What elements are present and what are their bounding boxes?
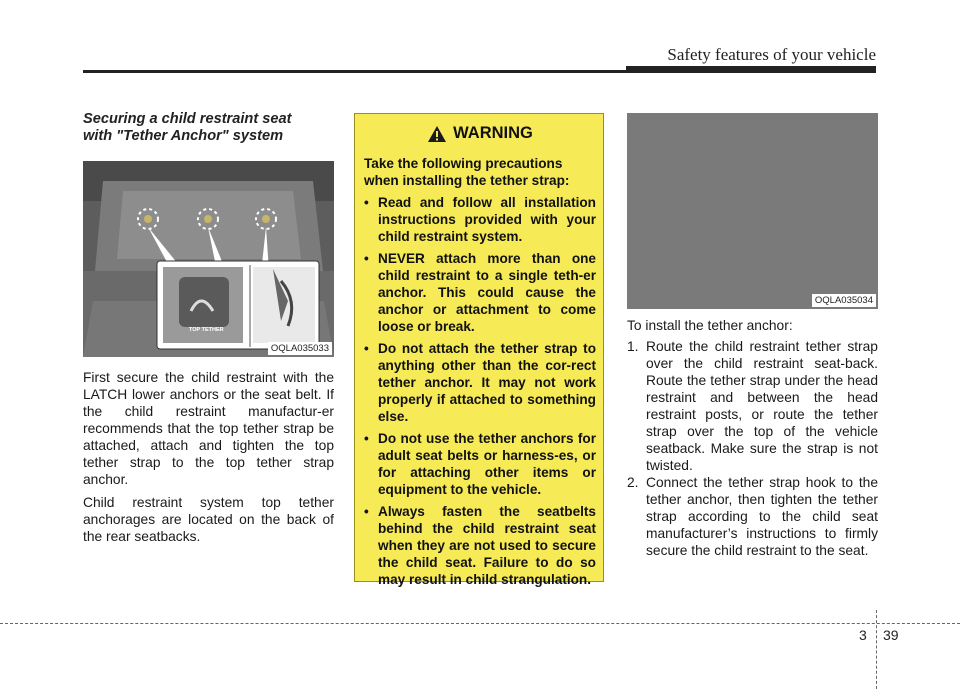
section-title-line1: Securing a child restraint seat bbox=[83, 111, 292, 127]
step-number: 1. bbox=[627, 339, 639, 354]
warning-triangle-icon bbox=[427, 125, 447, 143]
warning-item bbox=[364, 503, 596, 588]
warning-item bbox=[364, 340, 596, 425]
photo-caption: OQLA035033 bbox=[268, 342, 332, 355]
warning-title: WARNING bbox=[453, 124, 533, 142]
anchor-location-paragraph: Child restraint system top tether anchorages are located on the back of the rear seatbacks. bbox=[83, 495, 334, 544]
step-text: Connect the tether strap hook to the tether anchor, then tighten the tether strap according to the child seat manufacturer’s instructions to firmly secure the child restraint to the seat. bbox=[646, 475, 878, 558]
warning-item-text: Always fasten the seatbelts behind the child restraint seat when they are not used to secure the child seat. Failure to do so may result in child strangulation. bbox=[378, 504, 596, 587]
warning-header bbox=[364, 124, 596, 143]
header-rule bbox=[83, 70, 876, 73]
section-title bbox=[83, 111, 334, 145]
step-number: 2. bbox=[627, 475, 639, 490]
warning-item-text: Do not use the tether anchors for adult seat belts or harness-es, or for attaching other items or equipment to the vehicle. bbox=[378, 431, 596, 497]
footer-divider bbox=[876, 610, 877, 689]
warning-item bbox=[364, 194, 596, 245]
page-number: 39 bbox=[883, 627, 899, 643]
install-steps bbox=[627, 338, 878, 559]
warning-item-text: NEVER attach more than one child restraint to a single teth-er anchor. This could cause the anchor or attachment to come loose or break. bbox=[378, 251, 596, 334]
tether-install-photo bbox=[627, 113, 878, 309]
install-step bbox=[627, 338, 878, 474]
right-column bbox=[627, 113, 878, 559]
bullet: • bbox=[364, 251, 369, 266]
warning-item bbox=[364, 250, 596, 335]
install-intro: To install the tether anchor: bbox=[627, 318, 793, 333]
photo-caption: OQLA035034 bbox=[812, 294, 876, 307]
bullet: • bbox=[364, 195, 369, 210]
warning-item-text: Do not attach the tether strap to anything other than the cor-rect tether anchor. It may not work properly if attached to something else. bbox=[378, 341, 596, 424]
bullet: • bbox=[364, 504, 369, 519]
header-title: Safety features of your vehicle bbox=[667, 45, 876, 64]
bullet: • bbox=[364, 341, 369, 356]
section-title-line2: with "Tether Anchor" system bbox=[83, 128, 284, 144]
warning-item-text: Read and follow all installation instructions provided with your child restraint system. bbox=[378, 195, 596, 244]
warning-list bbox=[364, 194, 596, 588]
warning-item bbox=[364, 430, 596, 498]
tether-anchor-photo bbox=[83, 161, 334, 357]
bullet: • bbox=[364, 431, 369, 446]
left-column bbox=[83, 111, 334, 545]
top-tether-label: TOP TETHER bbox=[189, 327, 224, 333]
step-text: Route the child restraint tether strap over the child restraint seat-back. Route the tether strap under the head restraint and between the head restraint posts, or route the tether strap over the top of the vehicle seatback. Make sure the strap is not twisted. bbox=[646, 339, 878, 473]
warning-intro: Take the following precautions when installing the tether strap: bbox=[364, 156, 570, 188]
chapter-number: 3 bbox=[859, 627, 867, 643]
warning-box bbox=[354, 113, 604, 587]
intro-paragraph: First secure the child restraint with the LATCH lower anchors or the seat belt. If the child restraint manufactur-er recommends that the top tether strap be attached, attach and tighten the top tether strap to the top tether strap anchor. bbox=[83, 370, 334, 487]
footer-rule bbox=[0, 623, 960, 624]
install-step bbox=[627, 474, 878, 559]
